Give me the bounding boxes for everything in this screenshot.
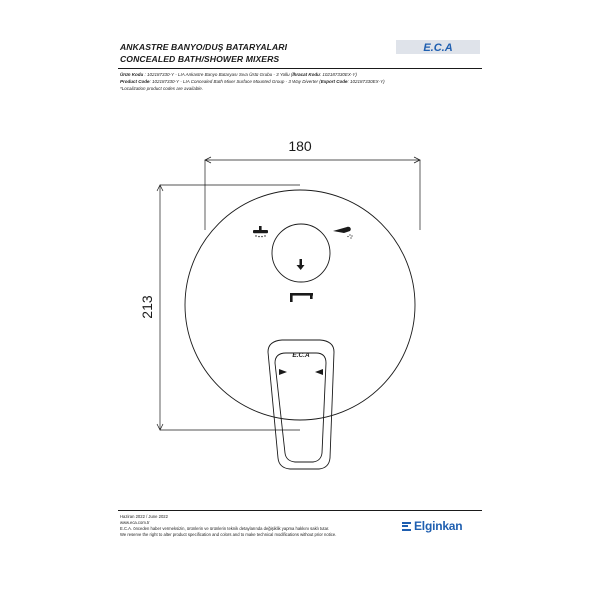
- code-tr-label: Ürün Kodu: [120, 72, 144, 77]
- code-en-export-value: : 102187330EX-Y): [347, 79, 385, 84]
- elginkan-brand-name: Elginkan: [414, 519, 463, 533]
- code-tr-export-label: İhracat Kodu: [292, 72, 320, 77]
- footer-divider: [118, 510, 482, 511]
- eca-logo-text: E.C.A: [423, 42, 453, 54]
- width-dimension: [205, 157, 420, 230]
- footer-website: www.eca.com.tr: [120, 520, 150, 525]
- arrow-down-icon: [297, 259, 305, 270]
- footer-notice-english: We reserve the right to alter product specification and colors and to make technical modifications without prior notice.: [120, 532, 337, 537]
- elginkan-logo-icon: [402, 522, 411, 531]
- width-dimension-label: 180: [288, 138, 312, 154]
- height-dimension-label: 213: [139, 295, 155, 319]
- code-en-export-label: Export Code: [320, 79, 348, 84]
- hand-shower-icon: [333, 227, 353, 239]
- overhead-shower-icon: [253, 226, 268, 237]
- localization-note: *Localization product codes are available.: [120, 86, 204, 91]
- mixer-lever-handle: [268, 340, 334, 469]
- code-en-label: Product Code: [120, 79, 150, 84]
- title-english: CONCEALED BATH/SHOWER MIXERS: [120, 54, 280, 64]
- code-tr-export-value: : 102187330EX-Y): [319, 72, 357, 77]
- temperature-marks: [279, 369, 323, 375]
- code-tr-text: : 102187330-Y - LIA Ankastre Banyo Bataryası Sıva Üstü Grubu - 3 Yollu (: [143, 72, 293, 77]
- code-en-text: : 102187330-Y - LIA Concealed Bath Mixer Surface Mounted Group - 3 Way Diverter (: [149, 79, 321, 84]
- title-turkish: ANKASTRE BANYO/DUŞ BATARYALARI: [120, 42, 288, 52]
- cover-plate-outline: [185, 190, 415, 420]
- footer-notice-turkish: E.C.A. önceden haber vermeksizin, ürünlerin ve ürünlerin teknik detaylarında değişiklik yapma hakkını saklı tutar.: [120, 526, 330, 531]
- elginkan-brand: [402, 519, 462, 533]
- handle-eca-logo: E.C.A: [292, 352, 310, 359]
- diverter-knob: [272, 224, 330, 282]
- bath-spout-icon: [290, 293, 313, 302]
- footer-date: Haziran 2022 / June 2022: [120, 514, 168, 519]
